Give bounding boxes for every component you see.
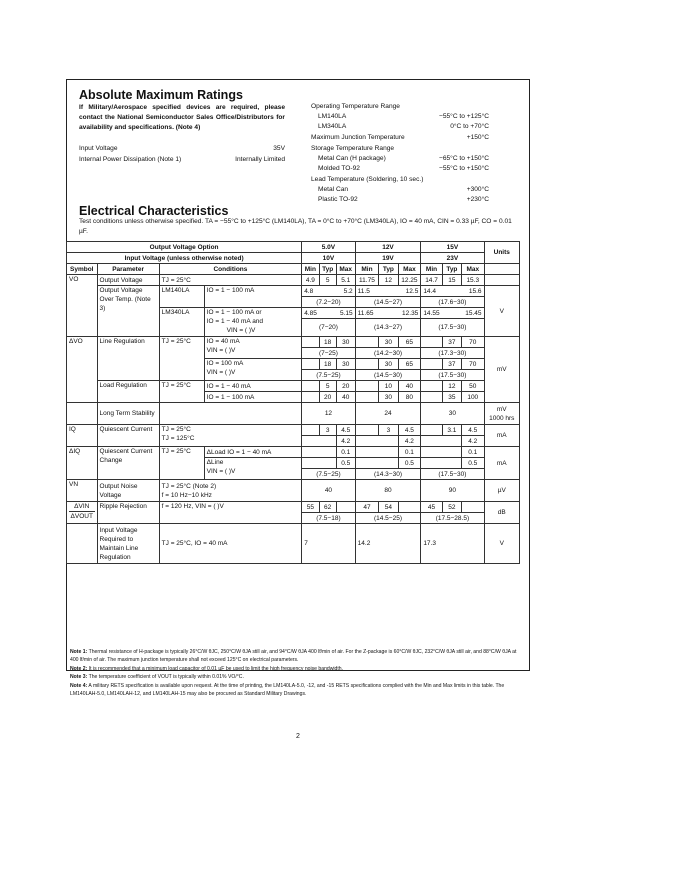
hdr-min: Min xyxy=(421,264,442,275)
cond-lm140la: LM140LA xyxy=(159,286,204,308)
range: (17.5−30) xyxy=(421,370,484,381)
cell: 4.2 xyxy=(398,436,421,447)
cell: 10 xyxy=(379,381,398,392)
amr-title: Absolute Maximum Ratings xyxy=(79,88,243,102)
line: VIN = ( )V xyxy=(206,369,236,376)
value: Internally Limited xyxy=(235,156,285,163)
cond-io100 xyxy=(204,359,302,381)
unit-uv: µV xyxy=(484,480,519,502)
cell: 3.1 xyxy=(442,425,461,436)
unit-ma: mA xyxy=(484,447,519,480)
max: 12.5 xyxy=(405,287,419,295)
range: (7−25) xyxy=(302,348,355,359)
value: +230°C xyxy=(466,196,489,203)
cell: 62 xyxy=(319,502,336,513)
range: (17.3−30) xyxy=(421,348,484,359)
cell: 30 xyxy=(336,359,355,370)
note-label: Note 4: xyxy=(70,682,88,689)
cell: 52 xyxy=(442,502,461,513)
label: LM140LA xyxy=(318,113,347,120)
cell: 24 xyxy=(355,403,421,425)
label: Storage Temperature Range xyxy=(311,145,395,152)
value: −55°C to +150°C xyxy=(439,165,489,172)
note-label: Note 2: xyxy=(70,665,88,672)
amr-molded xyxy=(318,165,489,172)
min: 4.85 xyxy=(304,309,317,317)
sym-delta-vo: ΔVO xyxy=(67,337,98,403)
range: (17.5−30) xyxy=(421,319,484,337)
value: −65°C to +150°C xyxy=(439,155,489,162)
line: IO = 40 mA xyxy=(206,338,240,345)
cell: 15.3 xyxy=(462,275,485,286)
cond-delta-line xyxy=(204,458,302,480)
hdr-typ: Typ xyxy=(379,264,398,275)
cell: 0.5 xyxy=(336,458,355,469)
cell: 45 xyxy=(421,502,442,513)
ec-table xyxy=(66,241,520,564)
param-quiescent-current-change: Quiescent Current Change xyxy=(97,447,159,480)
note-text: It is recommended that a minimum load capacitor of 0.01 µF be used to limit the high frequency noise bandwidth. xyxy=(88,665,344,672)
cell: 90 xyxy=(421,480,484,502)
cell: 12.25 xyxy=(398,275,421,286)
max: 15.45 xyxy=(465,309,482,317)
unit-db: dB xyxy=(484,502,519,524)
hdr-conditions: Conditions xyxy=(159,264,302,275)
cell: 4.5 xyxy=(462,425,485,436)
cell: 37 xyxy=(442,359,461,370)
unit-ma: mA xyxy=(484,425,519,447)
range: (14.5−25) xyxy=(355,513,421,524)
ec-test-conditions: Test conditions unless otherwise specified. TA = −55°C to +125°C (LM140LA), TA = 0°C to +70°C (LM340LA), IO = 40 mA, CIN = 0.33 µF, CO = 0.01 µF. xyxy=(79,218,512,235)
hdr-output-voltage-option: Output Voltage Option xyxy=(67,242,302,253)
hdr-input-voltage: Input Voltage (unless otherwise noted) xyxy=(67,253,302,264)
cell: 70 xyxy=(462,359,485,370)
value: +300°C xyxy=(466,186,489,193)
cell: 4.5 xyxy=(398,425,421,436)
line: VIN = ( )V xyxy=(226,327,256,334)
cell: 18 xyxy=(319,359,336,370)
hdr-units: Units xyxy=(484,242,519,264)
range: (17.5−30) xyxy=(421,469,484,480)
min: 14.55 xyxy=(423,309,440,317)
line: ΔLine xyxy=(206,459,224,466)
range: (7−20) xyxy=(302,319,355,337)
sym-delta-iq: ΔIQ xyxy=(67,447,98,480)
cell: 12 xyxy=(442,381,461,392)
hdr-max: Max xyxy=(398,264,421,275)
label: Metal Can (H package) xyxy=(318,155,386,162)
sym-vn: VN xyxy=(67,480,98,502)
note-text: The temperature coefficient of VOUT is typically within 0.01% VO/°C. xyxy=(88,674,244,681)
param-ripple-rejection: Ripple Rejection xyxy=(97,502,159,524)
value: −55°C to +125°C xyxy=(439,113,489,120)
cell: 3 xyxy=(319,425,336,436)
param-long-term-stability: Long Term Stability xyxy=(97,403,159,425)
cell: 70 xyxy=(462,337,485,348)
sym-iq: IQ xyxy=(67,425,98,447)
param-line-regulation: Line Regulation xyxy=(97,337,159,381)
cell: 35 xyxy=(442,392,461,403)
cell: 4.9 xyxy=(302,275,319,286)
line: ΔVOUT xyxy=(70,513,93,520)
cell: 37 xyxy=(442,337,461,348)
min: 4.8 xyxy=(304,287,314,295)
range: (14.5−27) xyxy=(355,297,421,308)
cond-tj25: TJ = 25°C xyxy=(159,337,204,381)
min: 11.65 xyxy=(357,309,374,317)
cell: 65 xyxy=(398,337,421,348)
label: Internal Power Dissipation (Note 1) xyxy=(79,156,182,163)
line: VIN = ( )V xyxy=(206,347,236,354)
param-output-noise: Output Noise Voltage xyxy=(97,480,159,502)
cell: 15 xyxy=(442,275,461,286)
cell: 11.75 xyxy=(355,275,379,286)
range: (14.5−30) xyxy=(355,370,421,381)
cond-lm340la-io xyxy=(204,308,302,337)
cell: 30 xyxy=(336,337,355,348)
value: +150°C xyxy=(466,134,489,141)
cell: 47 xyxy=(355,502,379,513)
amr-lm140la xyxy=(318,113,489,120)
line: TJ = 125°C xyxy=(161,435,195,442)
param-output-voltage-over-temp: Output Voltage Over Temp. (Note 3) xyxy=(97,286,159,337)
value: 0°C to +70°C xyxy=(450,123,489,130)
line: f = 10 Hz−10 kHz xyxy=(161,491,212,499)
line: TJ = 25°C (Note 2) xyxy=(161,482,217,490)
range: (17.6−30) xyxy=(421,297,484,308)
cond-tj25: TJ = 25°C xyxy=(159,447,204,480)
cond-delta-load: ΔLoad IO = 1 − 40 mA xyxy=(204,447,302,458)
cell: 3 xyxy=(379,425,398,436)
cond-lm140la-io: IO = 1 − 100 mA xyxy=(204,286,302,308)
line: IO = 1 − 40 mA and xyxy=(206,318,264,325)
note-label: Note 1: xyxy=(70,649,88,655)
cell: 50 xyxy=(462,381,485,392)
line: VIN = ( )V xyxy=(206,468,236,475)
note-label: Note 3: xyxy=(70,674,88,681)
hdr-min: Min xyxy=(302,264,319,275)
max: 12.35 xyxy=(402,309,419,317)
label: Metal Can xyxy=(318,186,349,193)
unit-v: V xyxy=(484,286,519,337)
cell: 40 xyxy=(398,381,421,392)
cond-ivr: TJ = 25°C, IO = 40 mA xyxy=(159,524,302,564)
hdr-parameter: Parameter xyxy=(97,264,159,275)
amr-warning: If Military/Aerospace specified devices are required, please contact the National Semiconductor Sales Office/Distributors for availability and specifications. (Note 4) xyxy=(79,104,285,132)
cell: 0.1 xyxy=(336,447,355,458)
value: 35V xyxy=(273,145,285,152)
hdr-min: Min xyxy=(355,264,379,275)
cond-ripple: f = 120 Hz, VIN = ( )V xyxy=(159,502,302,524)
cell: 0.1 xyxy=(462,447,485,458)
hdr-max: Max xyxy=(336,264,355,275)
param-input-voltage-required: Input Voltage Required to Maintain Line Regulation xyxy=(97,524,159,564)
range: (7.5−25) xyxy=(302,370,355,381)
param-load-regulation: Load Regulation xyxy=(97,381,159,403)
hdr-in-19v: 19V xyxy=(355,253,421,264)
sym-ripple xyxy=(67,502,98,524)
cell: 7 xyxy=(302,524,355,564)
range: (7.5−25) xyxy=(302,469,355,480)
line: TJ = 25°C xyxy=(161,426,191,433)
notes xyxy=(70,648,522,698)
range: (14.3−30) xyxy=(355,469,421,480)
note-2 xyxy=(70,665,522,673)
cell: 12 xyxy=(379,275,398,286)
cell: 30 xyxy=(379,337,398,348)
note-text: Thermal resistance of H-package is typically 26°C/W θJC, 250°C/W θJA still air, and 94°C/W θJA 400 lf/min of air. For the Z-package is 60°C/W θJC, 232°C/W θJA still air, and 88°C/W θJA at 400 lf/min of air. The maximum junction temperature shall not exceed 125°C on electrical parameters. xyxy=(70,649,517,664)
line: IO = 1 − 100 mA or xyxy=(206,309,262,316)
note-text: A military RETS specification is available upon request. At the time of printing, the LM140LA-5.0, -12, and -15 RETS specifications complied with the Min and Max limits in this table. The LM140LAH-5.0, LM140LAH-12, and LM140LAH-15 may also be procured as Standard Military Drawings. xyxy=(70,682,505,698)
unit-mv: mV xyxy=(484,337,519,403)
hdr-5v: 5.0V xyxy=(302,242,355,253)
cond-io40 xyxy=(204,337,302,359)
ec-title: Electrical Characteristics xyxy=(79,204,229,218)
label: Maximum Junction Temperature xyxy=(311,134,405,141)
range: (7.5−18) xyxy=(302,513,355,524)
line: mV xyxy=(496,405,507,413)
hdr-in-10v: 10V xyxy=(302,253,355,264)
hdr-typ: Typ xyxy=(442,264,461,275)
cell: 5 xyxy=(319,381,336,392)
param-output-voltage: Output Voltage xyxy=(97,275,159,286)
note-1 xyxy=(70,648,522,665)
cell: 30 xyxy=(379,359,398,370)
amr-lm340la xyxy=(318,123,489,130)
line: ΔVIN xyxy=(69,502,95,512)
cond-tj25: TJ = 25°C xyxy=(159,381,204,403)
cond-vn xyxy=(159,480,302,502)
cell: 30 xyxy=(379,392,398,403)
hdr-typ: Typ xyxy=(319,264,336,275)
cell: 80 xyxy=(355,480,421,502)
cell: 14.2 xyxy=(355,524,421,564)
cell: 5.1 xyxy=(336,275,355,286)
min: 14.4 xyxy=(423,287,436,295)
cell: 20 xyxy=(319,392,336,403)
max: 5.15 xyxy=(340,309,353,317)
amr-op-temp xyxy=(311,103,489,110)
cell: 4.2 xyxy=(336,436,355,447)
param-quiescent-current: Quiescent Current xyxy=(97,425,159,447)
max: 15.6 xyxy=(468,287,482,295)
sym-vo: VO xyxy=(67,275,98,337)
note-3 xyxy=(70,673,522,681)
hdr-in-23v: 23V xyxy=(421,253,484,264)
amr-metal-can-h xyxy=(318,155,489,162)
amr-max-junction xyxy=(311,134,489,141)
cond-lm340la: LM340LA xyxy=(159,308,204,337)
label: Operating Temperature Range xyxy=(311,103,400,110)
max: 5.2 xyxy=(343,287,353,295)
cell: 12 xyxy=(302,403,355,425)
hdr-symbol: Symbol xyxy=(67,264,98,275)
cell: 40 xyxy=(302,480,355,502)
label: Input Voltage xyxy=(79,145,118,152)
cell: 4.5 xyxy=(336,425,355,436)
label: Lead Temperature (Soldering, 10 sec.) xyxy=(311,176,424,183)
label: LM340LA xyxy=(318,123,347,130)
hdr-12v: 12V xyxy=(355,242,421,253)
amr-input-voltage xyxy=(79,145,285,152)
label: Plastic TO-92 xyxy=(318,196,358,203)
cell: 0.5 xyxy=(398,458,421,469)
amr-storage xyxy=(311,145,489,152)
amr-power-dissipation xyxy=(79,156,285,163)
cell: 80 xyxy=(398,392,421,403)
range: (17.5−28.5) xyxy=(421,513,484,524)
amr-lead-temp xyxy=(311,176,489,183)
amr-plastic xyxy=(318,196,489,203)
cell: 17.3 xyxy=(421,524,484,564)
range: (14.3−27) xyxy=(355,319,421,337)
cell: 40 xyxy=(336,392,355,403)
cell: 30 xyxy=(421,403,484,425)
range: (7.2−20) xyxy=(302,297,355,308)
unit-v: V xyxy=(484,524,519,564)
cond-iq xyxy=(159,425,302,447)
cond-io-1-40: IO = 1 − 40 mA xyxy=(204,381,302,392)
cond-io-1-100: IO = 1 − 100 mA xyxy=(204,392,302,403)
cell: 0.5 xyxy=(462,458,485,469)
cell: 100 xyxy=(462,392,485,403)
cell: 5 xyxy=(319,275,336,286)
label: Molded TO-92 xyxy=(318,165,360,172)
hdr-max: Max xyxy=(462,264,485,275)
cond-tj25: TJ = 25°C xyxy=(159,275,302,286)
line: 1000 hrs xyxy=(489,414,515,422)
min: 11.5 xyxy=(357,287,370,295)
hdr-15v: 15V xyxy=(421,242,484,253)
unit-mv-1000hrs xyxy=(484,403,519,425)
amr-metal-can xyxy=(318,186,489,193)
cell: 54 xyxy=(379,502,398,513)
range: (14.2−30) xyxy=(355,348,421,359)
page-number: 2 xyxy=(296,733,300,740)
cell: 18 xyxy=(319,337,336,348)
cell: 14.7 xyxy=(421,275,442,286)
cell: 4.2 xyxy=(462,436,485,447)
cell: 55 xyxy=(302,502,319,513)
cell: 65 xyxy=(398,359,421,370)
note-4 xyxy=(70,682,522,699)
cell: 0.1 xyxy=(398,447,421,458)
line: IO = 100 mA xyxy=(206,360,244,367)
cell: 20 xyxy=(336,381,355,392)
